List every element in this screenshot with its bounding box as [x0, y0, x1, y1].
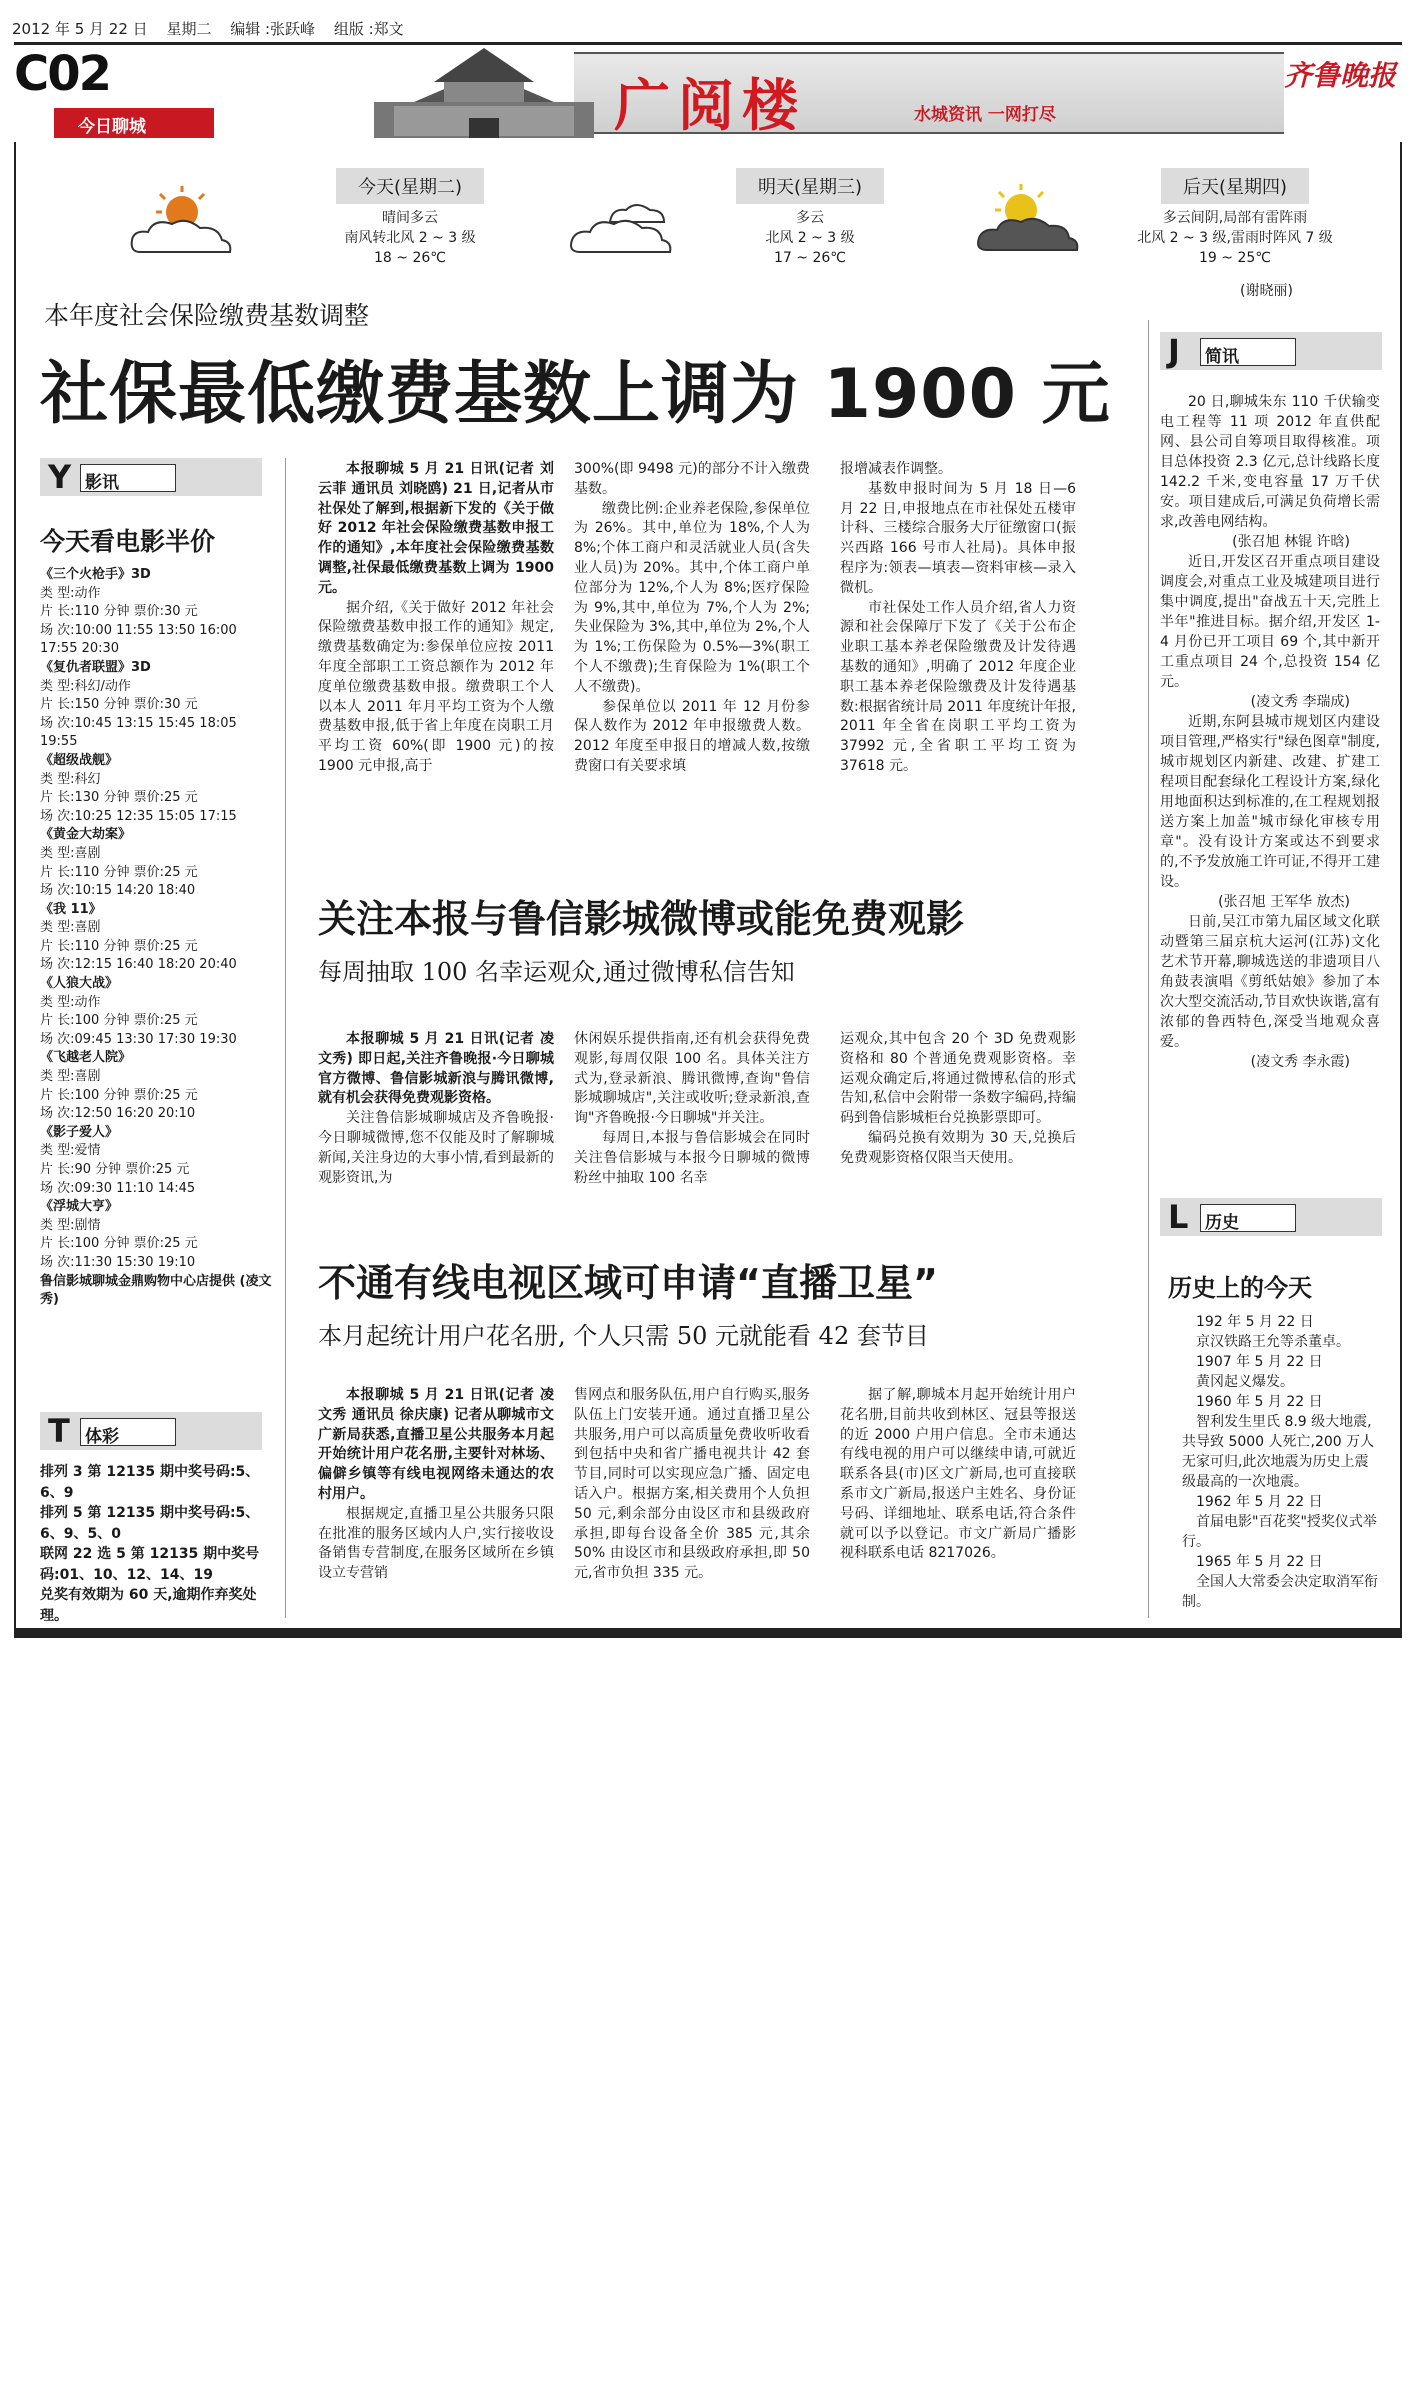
section-letter: Y: [48, 458, 72, 496]
list-item: 《影子爱人》 类 型:爱情 片 长:90 分钟 票价:25 元 场 次:09:30 11:10 14:45: [40, 1124, 196, 1196]
movie-heading: 今天看电影半价: [40, 527, 216, 556]
list-item: 近日,开发区召开重点项目建设调度会,对重点工业及城建项目进行集中调度,提出"奋战五十天,完胜上半年"推进目标。据介绍,开发区 1-4 月份已开工项目 69 个,其中新开工重点项目 24 个,总投资 154 亿元。: [1160, 554, 1380, 690]
issue-weekday: 星期二: [166, 20, 212, 38]
list-item: 日前,吴江市第九届区域文化联动暨第三届京杭大运河(江苏)文化艺术节开幕,聊城选送的非遗项目八角鼓表演唱《剪纸姑娘》参加了本次大型交流活动,节目欢快诙谐,富有浓郁的鲁西特色,深受当地观众喜爱。: [1160, 914, 1380, 1050]
weather-day-label: 明天(星期三): [736, 168, 884, 204]
lead-kicker: 本年度社会保险缴费基数调整: [44, 301, 370, 330]
section-label: 简讯: [1200, 338, 1296, 366]
list-item: 联网 22 选 5 第 12135 期中奖号码:01、10、12、14、19: [40, 1546, 260, 1583]
movie-source-note: 鲁信影城聊城金鼎购物中心店提供 (凌文秀): [40, 1273, 272, 1308]
history-list: [1168, 1312, 1380, 1612]
editor-credit: 编辑 :张跃峰: [230, 20, 316, 38]
list-item: 排列 5 第 12135 期中奖号码:5、6、9、5、0: [40, 1505, 260, 1542]
history-section-head: [1160, 1198, 1382, 1236]
history-event: 全国人大常委会决定取消军衔制。: [1182, 1574, 1378, 1610]
lead-column-1: 本报聊城 5 月 21 日讯(记者 刘云菲 通讯员 刘晓鸥) 21 日,记者从市社保处了解到,根据新下发的《关于做好 2012 年社会保险缴费基数申报工作的通知》,本年度社会保险缴费基数调整,社保最低缴费基数上调为 1900 元。 据介绍,《关于做好 2012 年社会保险缴费基数申报工作的通知》规定,缴费基数确定为:参保单位应按 2011 年度全部职工工资总额作为 2012 年度单位缴费基数申报。缴费职工个人以本人 2011 年月平均工资为个人缴费基数申报,低于省上年度在岗职工月平均工资 60%(即 1900 元)的按 1900 元申报,高于: [318, 461, 554, 774]
page-bottom-rule: [14, 1628, 1402, 1638]
layout-credit: 组版 :郑文: [333, 20, 404, 38]
satellite-subhead: 本月起统计用户花名册, 个人只需 50 元就能看 42 套节目: [318, 1322, 929, 1350]
weather-wind: 南风转北风 2 ~ 3 级: [344, 230, 476, 246]
section-tab: 今日聊城: [54, 108, 214, 138]
history-year: 1965 年 5 月 22 日: [1196, 1554, 1323, 1570]
list-item: 《我 11》 类 型:喜剧 片 长:110 分钟 票价:25 元 场 次:12:15 16:40 18:20 20:40: [40, 901, 237, 973]
list-item: 《飞越老人院》 类 型:喜剧 片 长:100 分钟 票价:25 元 场 次:12:50 16:20 20:10: [40, 1050, 198, 1122]
lead-column-3: 报增减表作调整。 基数申报时间为 5 月 18 日—6 月 22 日,申报地点在市社保处五楼审计科、三楼综合服务大厅征缴窗口(振兴西路 166 号市人社局)。具体申报程序为:领表—填表—资料审核—录入微机。 市社保处工作人员介绍,省人力资源和社会保障厅下发了《关于公布企业职工基本养老保险缴费及计发待遇基数的通知》,明确了 2012 年度企业职工基本养老保险缴费及计发待遇基数:根据省统计局 2011 年度统计年报, 2011 年全省在岗职工平均工资为 37992 元,全省职工平均工资为 37618 元。: [840, 461, 1076, 774]
history-year: 1960 年 5 月 22 日: [1196, 1394, 1323, 1410]
weather-day-label: 今天(星期二): [336, 168, 484, 204]
weather-condition: 多云: [796, 210, 824, 226]
history-year: 1907 年 5 月 22 日: [1196, 1354, 1323, 1370]
drum-tower-icon: [354, 40, 614, 140]
movie-list: [40, 566, 272, 1310]
satellite-headline: 不通有线电视区域可申请“直播卫星”: [318, 1261, 938, 1305]
history-event: 黄冈起义爆发。: [1196, 1374, 1294, 1390]
weather-wind: 北风 2 ~ 3 级,雷雨时阵风 7 级: [1137, 230, 1333, 246]
list-item: 《人狼大战》 类 型:动作 片 长:100 分钟 票价:25 元 场 次:09:45 13:30 17:30 19:30: [40, 976, 237, 1047]
satellite-column-3: 据了解,聊城本月起开始统计用户花名册,目前共收到林区、冠县等报送的近 2000 户用户信息。全市未通达有线电视的用户可以继续申请,可就近联系各县(市)区文广新局,也可直接联系市文广新局,报送户主姓名、身份证号码、详细地址、联系电话,符合条件就可以予以登记。市文广新局广播影视科联系电话 8217026。: [840, 1387, 1076, 1562]
history-year: 1962 年 5 月 22 日: [1196, 1494, 1323, 1510]
section-letter: J: [1168, 332, 1180, 370]
byline: (张召旭 林锟 许晗): [1232, 534, 1350, 550]
weather-condition: 晴间多云: [382, 210, 438, 226]
column-divider: [285, 458, 286, 1618]
column-slogan: 水城资讯 一网打尽: [914, 105, 1056, 125]
list-item: 《三个火枪手》3D 类 型:动作 片 长:110 分钟 票价:30 元 场 次:10:00 11:55 13:50 16:00 17:55 20:30: [40, 567, 237, 657]
list-item: 《复仇者联盟》3D 类 型:科幻/动作 片 长:150 分钟 票价:30 元 场 次:10:45 13:15 15:45 18:05 19:55: [40, 659, 237, 750]
lead-column-2: 300%(即 9498 元)的部分不计入缴费基数。 缴费比例:企业养老保险,参保单位为 26%。其中,单位为 18%,个人为 8%;个体工商户和灵活就业人员(含失业人员)为 20%。其中,个体工商户单位部分为 12%,个人为 8%;医疗保险为 9%,其中,单位为 7%,个人为 2%;失业保险为 3%,其中,单位为 2%,个人为 1%;工伤保险为 0.5%—3%(职工个人不缴费);生育保险为 1%(职工个人不缴费)。 参保单位以 2011 年 12 月份参保人数作为 2012 年申报缴费人数。2012 年度至申报日的增减人数,按缴费窗口有关要求填: [574, 461, 810, 774]
weather-condition: 多云间阴,局部有雷阵雨: [1162, 210, 1308, 226]
masthead-rule: [14, 42, 1402, 45]
list-item: 排列 3 第 12135 期中奖号码:5、6、9: [40, 1464, 260, 1501]
list-item: 兑奖有效期为 60 天,逾期作弃奖处理。: [40, 1587, 257, 1624]
weibo-column-3: 运观众,其中包含 20 个 3D 免费观影资格和 80 个普通免费观影资格。幸运观众确定后,将通过微博私信的形式告知,私信中会附带一条数字编码,持编码到鲁信影城柜台兑换影票即可。 编码兑换有效期为 30 天,兑换后免费观影资格仅限当天使用。: [840, 1031, 1076, 1166]
section-label: 体彩: [80, 1418, 176, 1446]
column-divider: [1148, 320, 1149, 1618]
byline: (张召旭 王军华 放杰): [1218, 894, 1350, 910]
lottery-section-head: [40, 1412, 262, 1450]
history-event: 京汉铁路王允等杀董卓。: [1196, 1334, 1350, 1350]
page-code: C02: [14, 46, 111, 102]
top-info-line: [12, 18, 418, 39]
section-letter: T: [48, 1412, 70, 1450]
weibo-column-1: 本报聊城 5 月 21 日讯(记者 凌文秀) 即日起,关注齐鲁晚报·今日聊城官方微博、鲁信影城新浪与腾讯微博,就有机会获得免费观影资格。 关注鲁信影城聊城店及齐鲁晚报·今日聊城微博,您不仅能及时了解聊城新闻,关注身边的大事小情,看到最新的观影资讯,为: [318, 1031, 554, 1186]
lead-headline: 社保最低缴费基数上调为 1900 元: [40, 355, 1111, 434]
briefs-list: [1160, 392, 1380, 1072]
weibo-subhead: 每周抽取 100 名幸运观众,通过微博私信告知: [318, 958, 795, 986]
briefs-section-head: [1160, 332, 1382, 370]
issue-date: 2012 年 5 月 22 日: [12, 20, 148, 38]
weather-wind: 北风 2 ~ 3 级: [765, 230, 855, 246]
column-title: 广阅楼: [614, 73, 806, 139]
section-letter: L: [1168, 1198, 1189, 1236]
history-year: 192 年 5 月 22 日: [1196, 1314, 1314, 1330]
history-heading: 历史上的今天: [1168, 1274, 1312, 1302]
sun-cloud-icon: [120, 182, 250, 262]
paper-logo: 齐鲁晚报: [1284, 59, 1397, 92]
list-item: 《超级战舰》 类 型:科幻 片 长:130 分钟 票价:25 元 场 次:10:25 12:35 15:05 17:15: [40, 752, 237, 824]
weather-temp: 17 ~ 26℃: [774, 250, 846, 266]
movie-section-head: [40, 458, 262, 496]
history-event: 首届电影"百花奖"授奖仪式举行。: [1182, 1514, 1377, 1550]
weather-today: [260, 168, 560, 268]
satellite-column-1: 本报聊城 5 月 21 日讯(记者 凌文秀 通讯员 徐庆康) 记者从聊城市文广新局获悉,直播卫星公共服务本月起开始统计用户花名册,主要针对林场、偏僻乡镇等有线电视网络未通达的农村用户。 根据规定,直播卫星公共服务只限在批准的服务区域内人户,实行接收设备销售专营制度,在服务区域所在乡镇设立专营销: [318, 1387, 554, 1582]
byline: (凌文秀 李永霞): [1250, 1054, 1350, 1070]
weather-temp: 18 ~ 26℃: [374, 250, 446, 266]
weather-tomorrow: [660, 168, 960, 268]
weibo-column-2: 休闲娱乐提供指南,还有机会获得免费观影,每周仅限 100 名。具体关注方式为,登录新浪、腾讯微博,查询"鲁信影城聊城店",关注或收听;登录新浪,查询"齐鲁晚报·今日聊城"并关注。 每周日,本报与鲁信影城会在同时关注鲁信影城与本报今日聊城的微博粉丝中抽取 100 名幸: [574, 1031, 810, 1186]
satellite-column-2: 售网点和服务队伍,用户自行购买,服务队伍上门安装开通。通过直播卫星公共服务,用户可以高质量免费收听收看到包括中央和省广播电视共计 42 套节目,同时可以实现应急广播、固定电话入户。根据方案,相关费用个人负担 50 元,剩余部分由设区市和县级政府承担,即每台设备全价 385 元,其余 50% 由设区市和县级政府承担,即 50 元,省市负担 335 元。: [574, 1387, 810, 1582]
list-item: 《黄金大劫案》 类 型:喜剧 片 长:110 分钟 票价:25 元 场 次:10:15 14:20 18:40: [40, 827, 198, 899]
byline: (凌文秀 李瑞成): [1250, 694, 1350, 710]
weather-day-after: [1070, 168, 1400, 268]
weather-credit: (谢晓丽): [1240, 283, 1293, 299]
history-event: 智利发生里氏 8.9 级大地震,共导致 5000 人死亡,200 万人无家可归,此次地震为历史上震级最高的一次地震。: [1182, 1414, 1375, 1490]
list-item: 20 日,聊城朱东 110 千伏输变电工程等 11 项 2012 年直供配网、县公司自筹项目取得核准。项目总体投资 2.3 亿元,总计线路长度 142.2 千米,变电容量 17 万千伏安。项目建成后,可满足负荷增长需求,改善电网结构。: [1160, 394, 1380, 530]
weather-temp: 19 ~ 25℃: [1199, 250, 1271, 266]
section-label: 历史: [1200, 1204, 1296, 1232]
list-item: 近期,东阿县城市规划区内建设项目管理,严格实行"绿色图章"制度,城市规划区内新建、改建、扩建工程项目配套绿化工程设计方案,绿化用地面积达到标准的,在工程规划报送方案上加盖"城市绿化审核专用章"。没有设计方案或达不到要求的,不予发放施工许可证,不得开工建设。: [1160, 714, 1380, 890]
section-label: 影讯: [80, 464, 176, 492]
list-item: 《浮城大亨》 类 型:剧情 片 长:100 分钟 票价:25 元 场 次:11:30 15:30 19:10: [40, 1199, 198, 1270]
weather-day-label: 后天(星期四): [1161, 168, 1309, 204]
lottery-results: [40, 1462, 270, 1626]
masthead: [14, 40, 1402, 140]
weibo-headline: 关注本报与鲁信影城微博或能免费观影: [318, 897, 965, 941]
